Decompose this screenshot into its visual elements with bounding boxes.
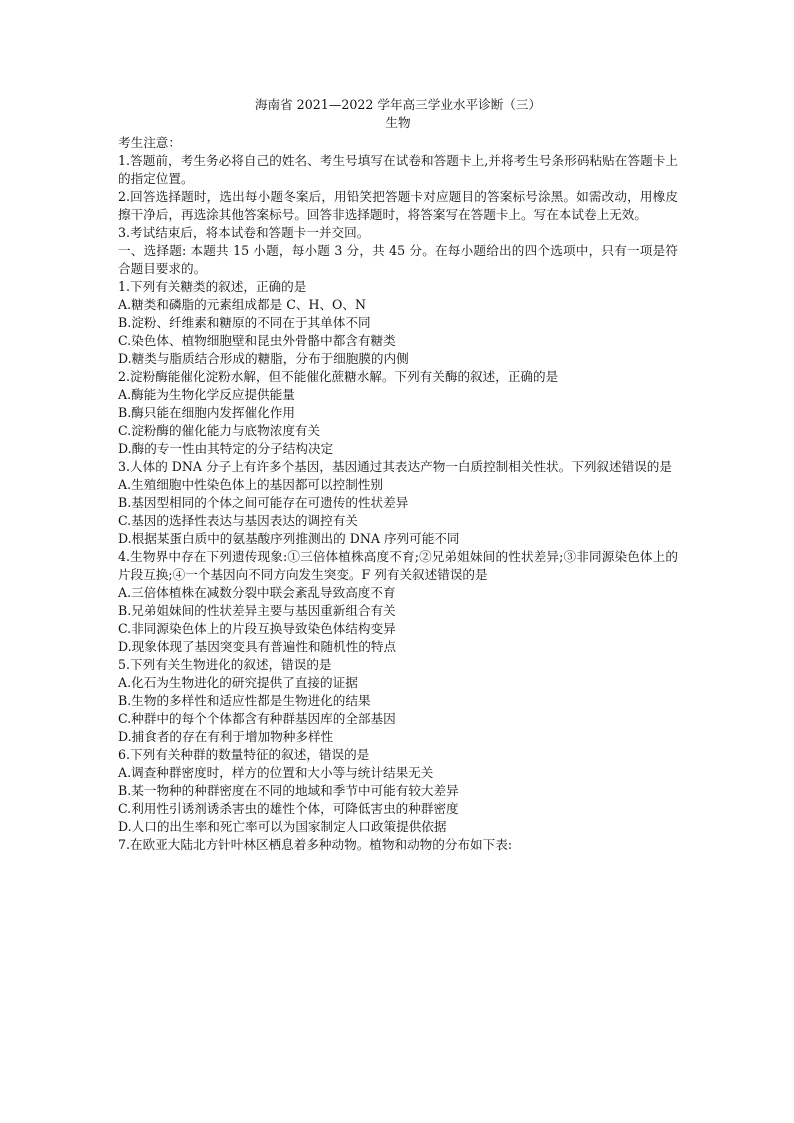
option-c: C.种群中的每个个体都含有种群基因库的全部基因 xyxy=(118,711,396,726)
question-3 xyxy=(118,458,678,548)
option-d: D.根据某蛋白质中的氨基酸序列推测出的 DNA 序列可能不同 xyxy=(118,531,460,546)
option-c: C.利用性引诱剂诱杀害虫的雄性个体，可降低害虫的种群密度 xyxy=(118,801,459,816)
notice-item: 1.答题前，考生务必将自己的姓名、考生号填写在试卷和答题卡上,并将考生号条形码粘贴在答题卡上的指定位置。 xyxy=(118,153,678,186)
notice-heading: 考生注意： xyxy=(118,135,181,150)
option-a: A.酶能为生物化学反应提供能量 xyxy=(118,387,295,402)
option-d: D.人口的出生率和死亡率可以为国家制定人口政策提供依据 xyxy=(118,819,447,834)
option-d: D.捕食者的存在有利于增加物种多样性 xyxy=(118,729,334,744)
question-stem: 3.人体的 DNA 分子上有许多个基因，基因通过其表达产物一白质控制相关性状。下列叙述错误的是 xyxy=(118,459,672,474)
option-c: C.淀粉酶的催化能力与底物浓度有关 xyxy=(118,423,321,438)
exam-title: 海南省 2021—2022 学年高三学业水平诊断（三） xyxy=(254,97,542,112)
question-7 xyxy=(118,836,678,854)
option-a: A.三倍体植株在减数分裂中联会紊乱导致高度不育 xyxy=(118,585,396,600)
question-5 xyxy=(118,656,678,746)
question-stem: 5.下列有关生物进化的叙述，错误的是 xyxy=(118,657,332,672)
option-b: B.基因型相同的个体之间可能存在可遗传的性状差异 xyxy=(118,495,409,510)
question-4 xyxy=(118,548,678,656)
question-6 xyxy=(118,746,678,836)
notice-item: 3.考试结束后，将本试卷和答题卡一并交回。 xyxy=(118,225,370,240)
exam-subject: 生物 xyxy=(385,115,411,130)
question-stem: 1.下列有关糖类的叙述，正确的是 xyxy=(118,279,307,294)
notice-item: 2.回答选择题时，选出每小题冬案后，用铅笑把答题卡对应题目的答案标号涂黑。如需改动，用橡皮擦干净后，再选涂其他答案标号。回答非选择题时，将答案写在答题卡上。写在本试卷上无效。 xyxy=(118,189,678,222)
option-b: B.生物的多样性和适应性都是生物进化的结果 xyxy=(118,693,371,708)
section-heading: 一、选择题: 本题共 15 小题，每小题 3 分，共 45 分。在每小题给出的四个选项中，只有一项是符合题目要求的。 xyxy=(118,243,678,276)
option-c: C.非同源染色体上的片段互换导致染色体结构变异 xyxy=(118,621,396,636)
option-a: A.化石为生物进化的研究提供了直接的证据 xyxy=(118,675,358,690)
option-b: B.某一物种的种群密度在不同的地域和季节中可能有较大差异 xyxy=(118,783,459,798)
question-stem: 7.在欧亚大陆北方针叶林区栖息着多种动物。植物和动物的分布如下表: xyxy=(118,837,513,852)
exam-page xyxy=(118,96,678,854)
option-d: D.糖类与脂质结合形成的糖脂，分布于细胞膜的内侧 xyxy=(118,351,409,366)
option-a: A.调查种群密度时，样方的位置和大小等与统计结果无关 xyxy=(118,765,434,780)
option-a: A.糖类和磷脂的元素组成都是 C、H、O、N xyxy=(118,297,366,312)
option-d: D.现象体现了基因突变具有普遍性和随机性的特点 xyxy=(118,639,397,654)
option-d: D.酶的专一性由其特定的分子结构决定 xyxy=(118,441,334,456)
option-a: A.生殖细胞中性染色体上的基因都可以控制性别 xyxy=(118,477,383,492)
option-b: B.淀粉、纤维素和糖原的不同在于其单体不同 xyxy=(118,315,371,330)
question-stem: 6.下列有关种群的数量特征的叙述，错误的是 xyxy=(118,747,370,762)
option-c: C.基因的选择性表达与基因表达的调控有关 xyxy=(118,513,358,528)
question-1 xyxy=(118,278,678,368)
option-b: B.酶只能在细胞内发挥催化作用 xyxy=(118,405,295,420)
question-2 xyxy=(118,368,678,458)
option-b: B.兄弟姐妹间的性状差异主要与基因重新组合有关 xyxy=(118,603,396,618)
option-c: C.染色体、植物细胞壁和昆虫外骨骼中都含有糖类 xyxy=(118,333,396,348)
question-stem: 4.生物界中存在下列遗传现象:①三倍体植株高度不育;②兄弟姐妹间的性状差异;③非同源染色体上的片段互换;④一个基因向不同方向发生突变。F 列有关叙述错误的是 xyxy=(118,549,678,582)
question-stem: 2.淀粉酶能催化淀粉水解，但不能催化蔗糖水解。下列有关酶的叙述，正确的是 xyxy=(118,369,559,384)
